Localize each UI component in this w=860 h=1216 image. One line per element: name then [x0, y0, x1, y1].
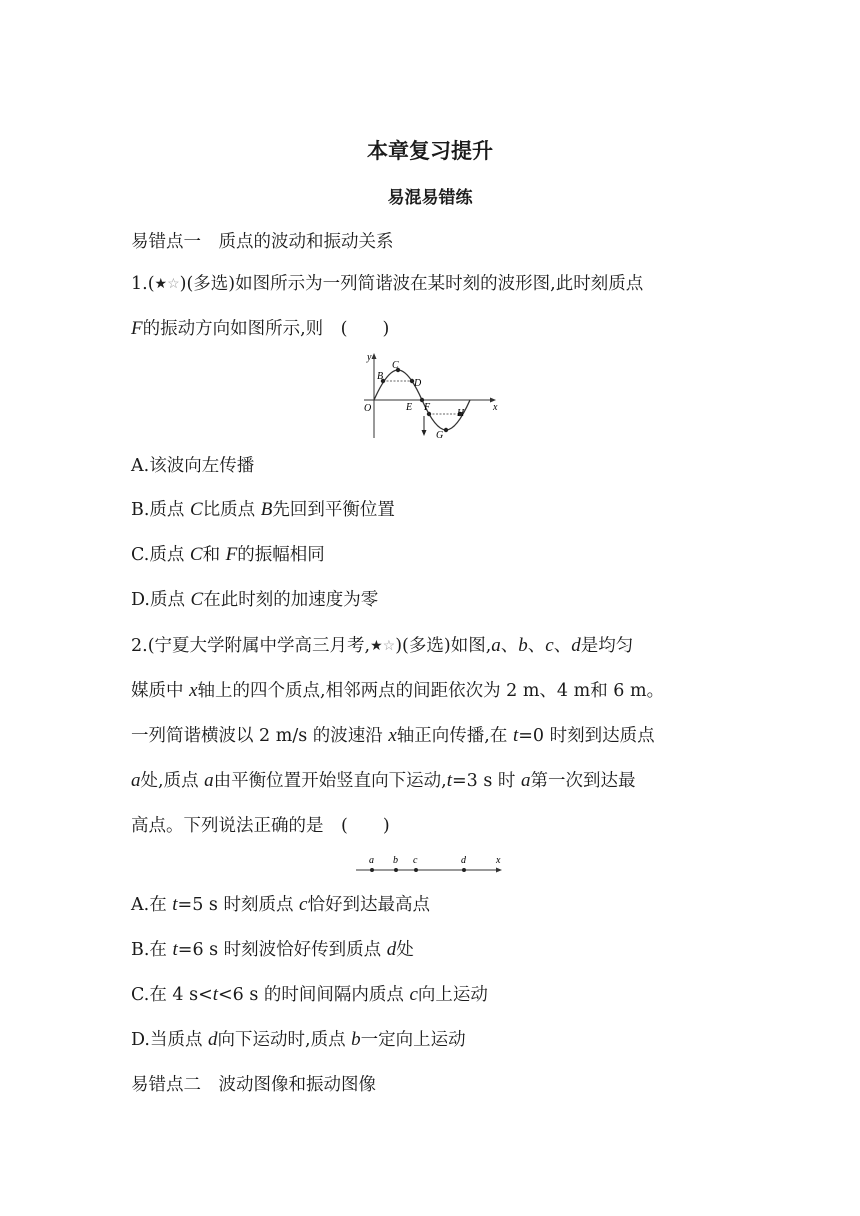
q1-option-c: C.质点 C和 F的振幅相同 — [131, 544, 325, 565]
q1-option-b: B.质点 C比质点 B先回到平衡位置 — [131, 499, 395, 520]
svg-text:x: x — [496, 855, 501, 866]
q1-option-d: D.质点 C在此时刻的加速度为零 — [131, 589, 379, 610]
svg-text:d: d — [461, 855, 466, 866]
y-axis-arrow-icon — [372, 353, 377, 359]
point-a — [370, 868, 374, 872]
svg-text:x: x — [493, 402, 498, 413]
svg-text:H: H — [457, 408, 465, 419]
point-c — [414, 868, 418, 872]
page-subtitle: 易混易错练 — [387, 188, 473, 208]
q2-line-3: 一列简谐横波以 2 m/s 的波速沿 x轴正向传播,在 t=0 时刻到达质点 — [131, 725, 655, 746]
section-heading-2: 易错点二 波动图像和振动图像 — [131, 1075, 376, 1095]
q2-line-5: 高点。下列说法正确的是 ( ) — [131, 816, 390, 836]
svg-text:c: c — [413, 855, 418, 866]
svg-text:b: b — [393, 855, 398, 866]
q2-line-2: 媒质中 x轴上的四个质点,相邻两点的间距依次为 2 m、4 m和 6 m。 — [131, 680, 665, 701]
svg-text:D: D — [414, 378, 422, 389]
q2-option-b: B.在 t=6 s 时刻波恰好传到质点 d处 — [131, 939, 414, 960]
svg-text:a: a — [369, 855, 374, 866]
q1-line-1: 1.(★☆)(多选)如图所示为一列简谐波在某时刻的波形图,此时刻质点 — [131, 274, 644, 294]
q1-wave-figure — [360, 350, 500, 442]
difficulty-stars-icon: ★☆ — [154, 276, 180, 292]
svg-text:G: G — [436, 430, 444, 441]
point-b — [394, 868, 398, 872]
q1-line-2: F的振动方向如图所示,则 ( ) — [131, 318, 390, 339]
q1-option-a: A.该波向左传播 — [131, 456, 255, 476]
q2-option-a: A.在 t=5 s 时刻质点 c恰好到达最高点 — [131, 894, 430, 915]
q2-option-d: D.当质点 d向下运动时,质点 b一定向上运动 — [131, 1029, 466, 1050]
q2-line-4: a处,质点 a由平衡位置开始竖直向下运动,t=3 s 时 a第一次到达最 — [131, 770, 636, 791]
f-direction-arrow-icon — [422, 430, 427, 436]
svg-text:O: O — [364, 403, 372, 414]
page-title: 本章复习提升 — [367, 139, 493, 163]
svg-text:F: F — [424, 402, 431, 413]
svg-text:C: C — [392, 360, 399, 371]
q2-line-1: 2.(宁夏大学附属中学高三月考,★☆)(多选)如图,a、b、c、d是均匀 — [131, 635, 634, 656]
x-axis-arrow-icon — [496, 868, 502, 873]
point-d — [462, 868, 466, 872]
difficulty-stars-icon: ★☆ — [370, 638, 396, 654]
svg-text:y: y — [367, 352, 372, 363]
q2-option-c: C.在 4 s<t<6 s 的时间间隔内质点 c向上运动 — [131, 984, 488, 1005]
section-heading-1: 易错点一 质点的波动和振动关系 — [131, 232, 394, 252]
svg-text:B: B — [377, 371, 384, 382]
svg-text:E: E — [406, 402, 413, 413]
q2-axis-figure — [354, 852, 506, 876]
point-g — [444, 428, 448, 432]
